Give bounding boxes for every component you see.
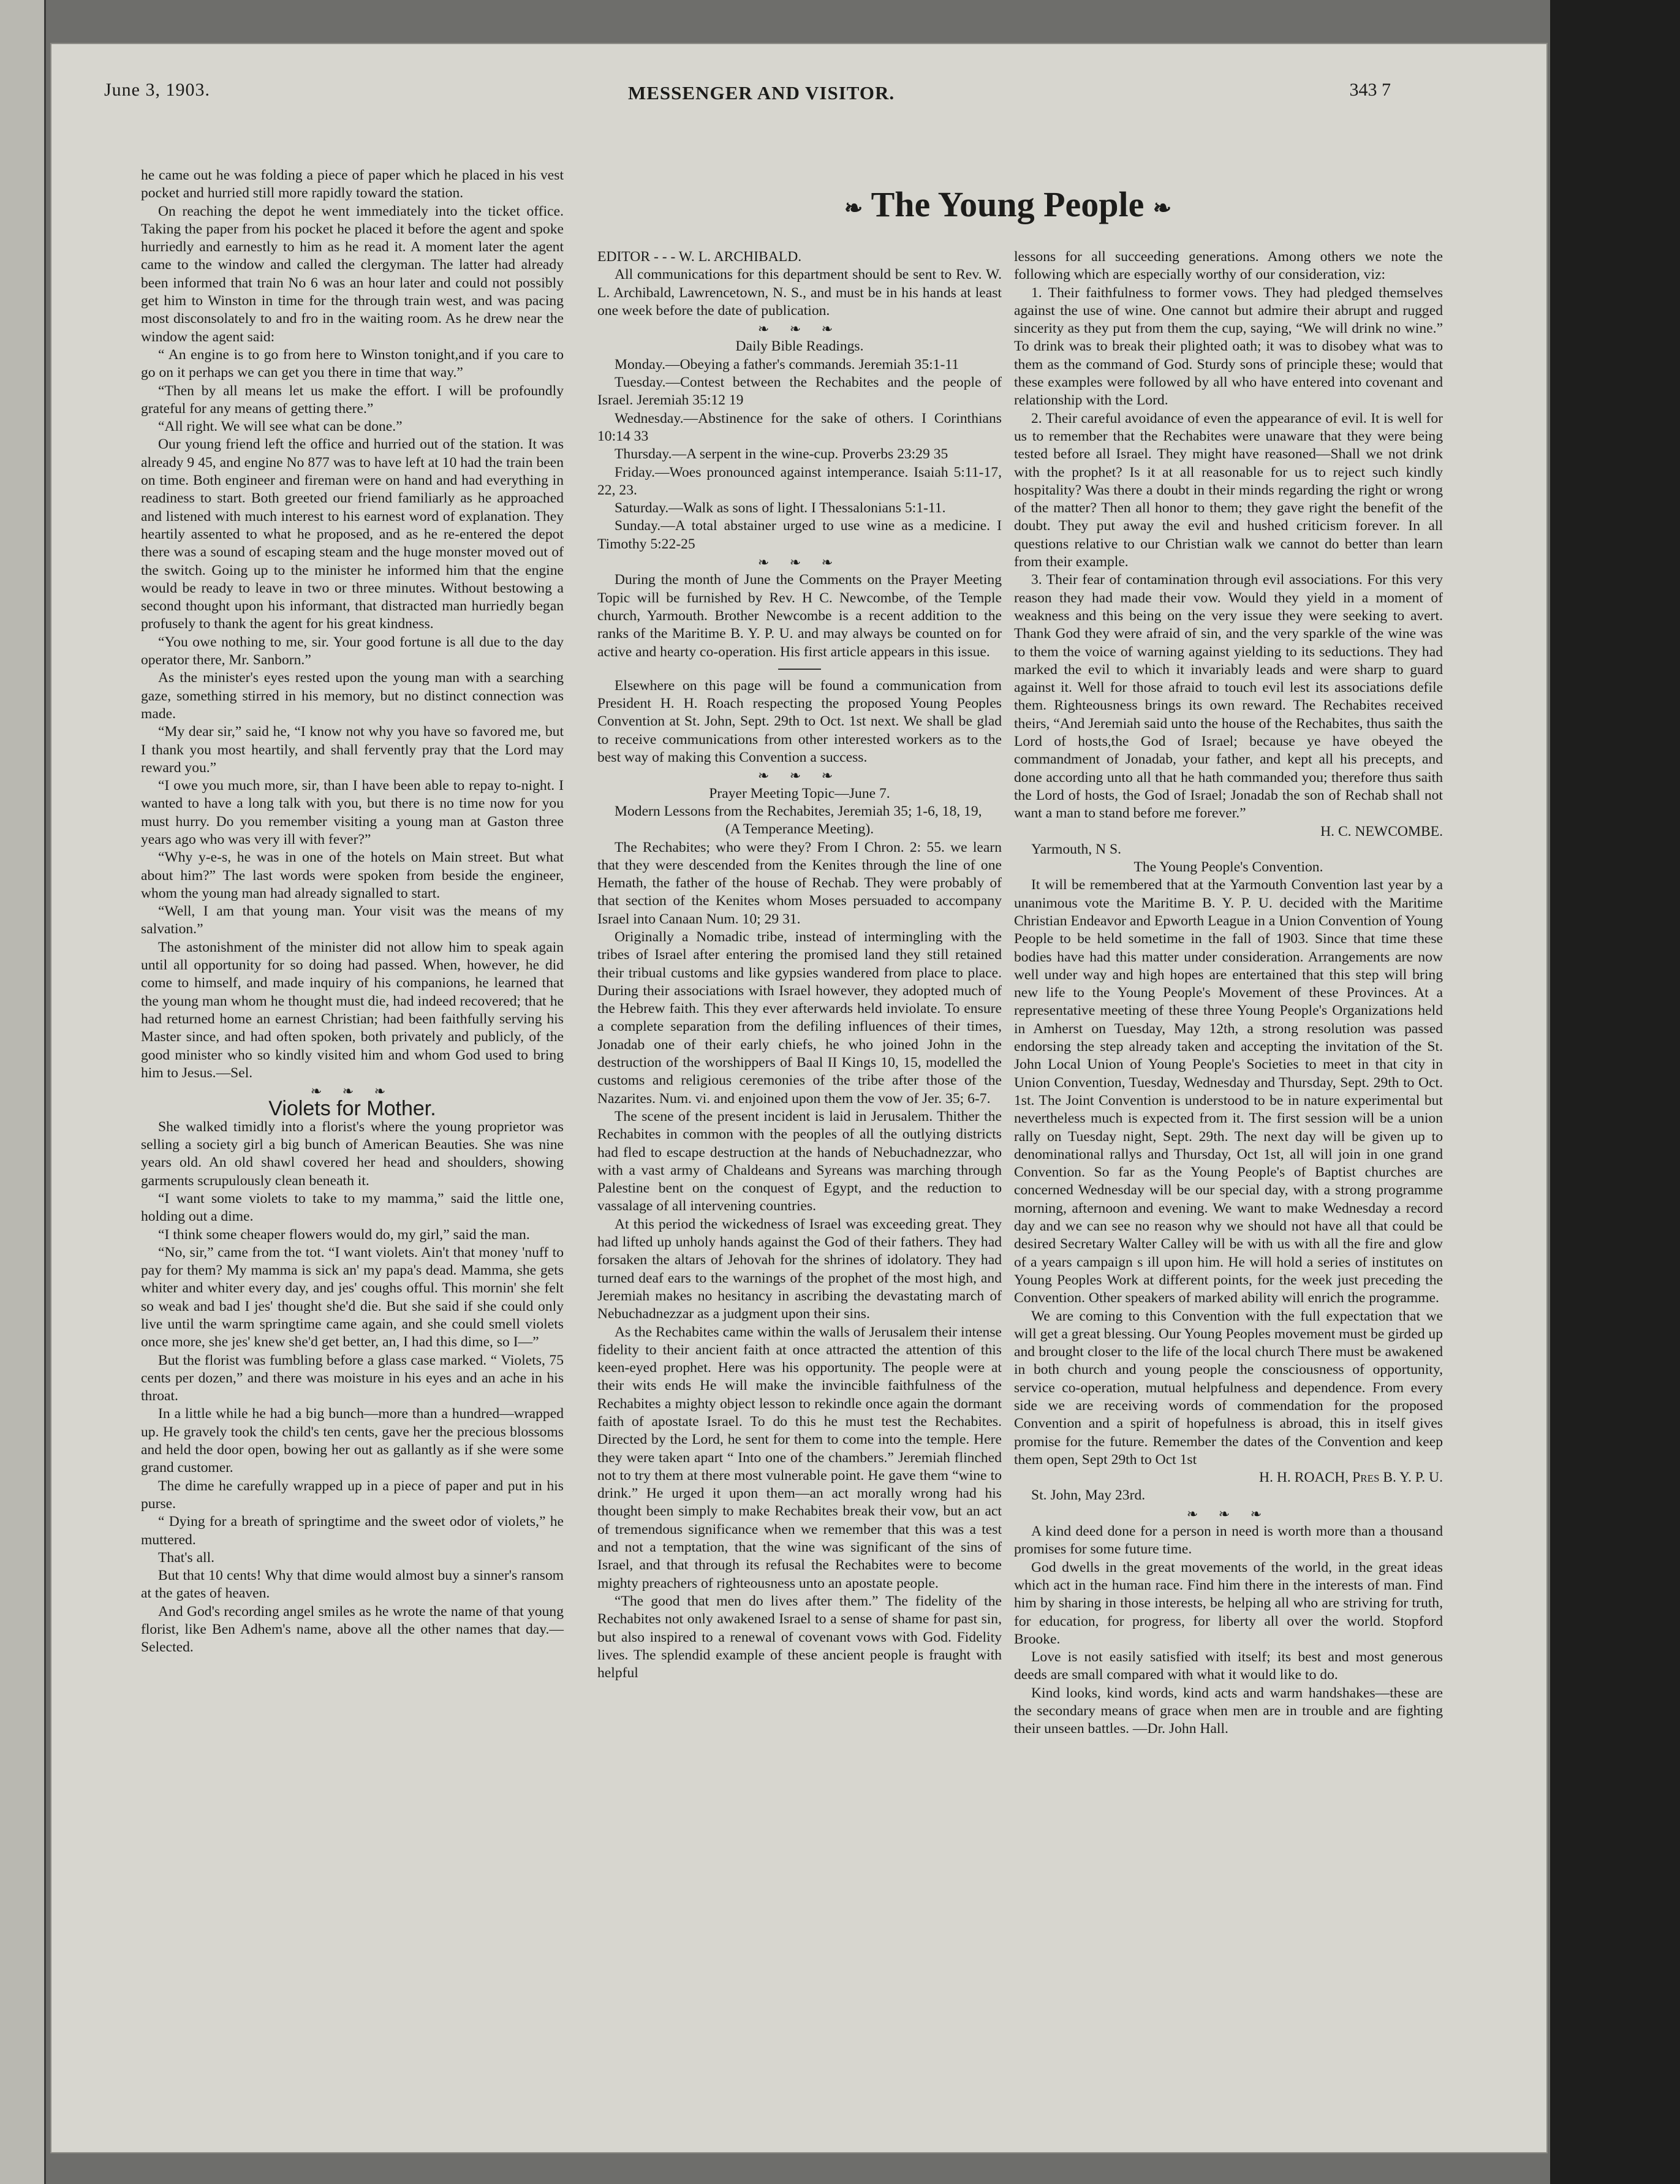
paragraph: As the minister's eyes rested upon the young man with a searching gaze, something stirred in his memory, but no distinct connection was made. [141,670,564,722]
paragraph: he came out he was folding a piece of paper which he placed in his vest pocket and hurried still more rapidly toward the station. [141,167,564,202]
header-date: June 3, 1903. [104,80,210,100]
paragraph: But that 10 cents! Why that dime would almost buy a sinner's ransom at the gates of heaven. [141,1568,564,1602]
paragraph: “The good that men do lives after them.” The fidelity of the Rechabites not only awakened Israel to a sense of shame for past sin, but also inspired to a renewal of covenant vows with God. Fidelity lives. The splendid example of these ancient people is fraught with helpful [597,1593,1002,1682]
paragraph: That's all. [158,1549,215,1566]
paragraph: 3. Their fear of contamination through evil associations. For this very reason they had made their vow. Would they yield in a moment of weakness and this being on the very issue they were seeking to avert. Thank God they were afraid of sin, and the very sparkle of the wine was to them the voice of warning against yielding to its seductions. They had marked the evil to which it invariably leads and were sharp to guard against it. Well for those afraid to touch evil lest its associations defile them. Righteousness brings its own reward. The Rechabites received theirs, “And Jeremiah said unto the house of the Rechabites, thus saith the Lord of hosts,the God of Israel; because ye have obeyed the commandment of Jonadab, your father, and kept all his precepts, and done according unto all that he hath commanded you; therefore thus saith the Lord of hosts, the God of Israel; Jonadab the son of Rechab shall not want a man to stand before me forever.” [1014,572,1443,822]
signature: H. C. NEWCOMBE. [1320,823,1443,840]
editor-line: EDITOR - - - W. L. ARCHIBALD. [597,249,802,265]
paragraph: 2. Their careful avoidance of even the appearance of evil. It is well for us to remember that the Rechabites were unaware that they were being tested before all Israel. They might have reasoned—Shall we not drink with the prophet? Is it at all reasonable for us to reject such kindly hospitality? Was there a doubt in their minds regarding the right or wrong of the matter? Then all honor to them; they gave right the benefit of the doubt. They put away the evil and hushed criticism forever. In all questions relative to our Christian walk we cannot do better than learn from their example. [1014,410,1443,571]
paragraph: Modern Lessons from the Rechabites, Jeremiah 35; 1-6, 18, 19, [615,803,982,819]
paragraph: “No, sir,” came from the tot. “I want violets. Ain't that money 'nuff to pay for them? My mamma is sick an' my papa's dead. Mamma, she gets whiter and whiter every day, and jes' coughs offul. This mornin' she felt so weak and bad I jes' thought she'd die. But she said if she could only live until the warm springtime came again, and she could smell violets once more, she jes' knew she'd get better, an, I had this dime, so I—” [141,1244,564,1351]
column-left [141,167,564,1657]
ornament-icon: ❧ [1152,195,1172,221]
paragraph: On reaching the depot he went immediately into the ticket office. Taking the paper from his pocket he placed it before the agent and spoke hurriedly and earnestly to him as he read it. A moment later the agent came to the window and called the clergyman. The latter had already been informed that train No 6 was an hour later and could not possibly get him to Winston in time for the through train west, and was pacing most disconsolately to and fro in the waiting room. As he drew near the window the agent said: [141,203,564,345]
place-line: St. John, May 23rd. [1031,1487,1146,1504]
paragraph: “I owe you much more, sir, than I have been able to repay to-night. I wanted to have a long talk with you, but there is no time now for you must hurry. Do you remember visiting a young man at Gaston three years ago who was very ill with fever?” [141,778,564,847]
reading-item: Friday.—Woes pronounced against intemperance. Isaiah 5:11-17, 22, 23. [597,464,1002,498]
paragraph: “My dear sir,” said he, “I know not why you have so favored me, but I thank you most heartily, and shall fervently pray that the Lord may reward you.” [141,724,564,776]
convention-heading: The Young People's Convention. [1133,859,1323,876]
paragraph: At this period the wickedness of Israel was exceeding great. They had lifted up unholy hands against the God of their fathers. They had forsaken the altars of Jehovah for the shrines of idolatory. They had turned deaf ears to the warnings of the prophet of the most high, and Jeremiah makes no hesitancy in ascribing the devastating march of Nebuchadnezzar as a judgment upon their sins. [597,1216,1002,1322]
ornament-divider: ❧ ❧ ❧ [1186,1506,1271,1522]
paragraph: Originally a Nomadic tribe, instead of intermingling with the tribes of Israel after entering the promised land they still retained their tribual customs and like gypsies wandered from place to place. During their associations with Israel however, they adopted much of the Hebrew faith. This they ever afterwards held inviolate. To ensure a complete separation from the defiling influences of their times, Jonadab one of their early chiefs, he who joined John in the destruction of the worshippers of Baal II Kings 10, 15, modelled the customs and religious ceremonies of the tribe after those of the Nazarites. Num. vi. and enjoined upon them the vow of Jer. 35; 6-7. [597,928,1002,1107]
paragraph: The scene of the present incident is laid in Jerusalem. Thither the Rechabites in common with the peoples of all the outlying districts had fled to escape destruction at the hands of Nebuchadnezzar, who with a vast army of Chaldeans and Syreans was marching through Palestine bent on the conquest of Egypt, and the reduction to vassalage of all intervening countries. [597,1108,1002,1215]
header-title: MESSENGER AND VISITOR. [628,82,895,104]
paragraph: The Rechabites; who were they? From I Chron. 2: 55. we learn that they were descended from the Kenites through the line of one Hemath, the father of the house of Rechab. They were probably of that section of the Kenites whom Moses persuaded to accompany Israel into Canaan Num. 10; 29 31. [597,839,1002,927]
paragraph: The dime he carefully wrapped up in a piece of paper and put in his purse. [141,1477,564,1512]
paragraph: As the Rechabites came within the walls of Jerusalem their intense fidelity to their ancient faith at once attracted the attention of this keen-eyed prophet. Here was his opportunity. The people were at their wits ends He will make the invincible faithfulness of the Rechabites a mighty object lesson to rekindle once again the dormant faith of apostate Israel. To do this he must test the Rechabites. Directed by the Lord, he sent for them to come into the temple. Here they were taken apart “ Into one of the chambers.” Jeremiah flinched not to try them at there most vulnerable point. He gave them “wine to drink.” He urged it upon them—an act morally wrong had his thought been simply to make Rechabites break their vow, but an act of tremendous significance when we remember that this was a test and not a temptation, that the wine was significant of the sins of Israel, and that through its refusal the Rechabites were to become mighty preachers of righteousness unto an apostate people. [597,1324,1002,1591]
ornament-icon: ❧ [844,195,863,221]
adjacent-page-edge [0,0,46,2184]
topic-heading: Prayer Meeting Topic—June 7. [709,785,890,802]
column-right [1014,248,1443,1738]
paragraph: “I want some violets to take to my mamma,” said the little one, holding out a dime. [141,1190,564,1225]
ornament-divider: ❧ ❧ ❧ [757,768,842,784]
paragraph: But the florist was fumbling before a glass case marked. “ Violets, 75 cents per dozen,” and there was moisture in his eyes and an ache in his throat. [141,1352,564,1405]
place-line: Yarmouth, N S. [1031,841,1122,857]
paragraph: God dwells in the great movements of the world, in the great ideas which act in the human race. Find him there in the interests of man. Find him by sharing in those interests, be helping all who are striving for truth, for education, for progress, for liberty all over the world. Stopford Brooke. [1014,1559,1443,1647]
paragraph: “You owe nothing to me, sir. Your good fortune is all due to the day operator there, Mr. Sanborn.” [141,634,564,669]
reading-item: Thursday.—A serpent in the wine-cup. Proverbs 23:29 35 [615,446,948,463]
paragraph: The astonishment of the minister did not allow him to speak again until all opportunity for so doing had passed. When, however, he did come to himself, and made inquiry of his companions, he learned that the young man whom he thought must die, had indeed recovered; that he had returned home an earnest Christian; had been faithfully serving his Master since, and had often spoken, both privately and publicly, of the good minister who so kindly visited him and whom God used to bring him to Jesus.—Sel. [141,939,564,1081]
paragraph: Kind looks, kind words, kind acts and warm handshakes—these are the secondary means of grace when men are in trouble and are fighting their unseen battles. —Dr. John Hall. [1014,1685,1443,1737]
violets-heading: Violets for Mother. [268,1097,436,1121]
paragraph: All communications for this department should be sent to Rev. W. L. Archibald, Lawrencetown, N. S., and must be in his hands at least one week before the date of publication. [597,267,1002,319]
paragraph: lessons for all succeeding generations. Among others we note the following which are especially worthy of our consideration, viz: [1014,249,1443,283]
paragraph: During the month of June the Comments on the Prayer Meeting Topic will be furnished by Rev. H C. Newcombe, of the Temple church, Yarmouth. Brother Newcombe is a recent addition to the ranks of the Maritime B. Y. P. U. and may always be counted on for active and hearty co-operation. His first article appears in this issue. [597,572,1002,660]
paragraph: “I think some cheaper flowers would do, my girl,” said the man. [158,1226,530,1243]
ornament-divider: ❧ ❧ ❧ [757,321,842,337]
reading-item: Wednesday.—Abstinence for the sake of others. I Corinthians 10:14 33 [597,410,1002,444]
young-people-heading [824,184,1192,225]
paragraph: “Why y-e-s, he was in one of the hotels on Main street. But what about him?” The last words were spoken from beside the engineer, whom the young man had already signalled to start. [141,849,564,901]
reading-item: Tuesday.—Contest between the Rechabites and the people of Israel. Jeremiah 35:12 19 [597,374,1002,409]
paragraph: She walked timidly into a florist's where the young proprietor was selling a society girl a big bunch of American Beauties. She was nine years old. An old shawl covered her head and shoulders, showing garments scrupulously clean beneath it. [141,1118,564,1189]
paragraph: Love is not easily satisfied with itself; its best and most generous deeds are small compared with what it would like to do. [1014,1649,1443,1683]
header-page-number: 343 7 [1349,80,1391,100]
short-rule [778,669,821,670]
paragraph: Elsewhere on this page will be found a communication from President H. H. Roach respecting the proposed Young Peoples Convention at St. John, Sept. 29th to Oct. 1st next. We shall be glad to receive communications from other interested workers as to the best way of making this Convention a success. [597,677,1002,766]
scan-background [1550,0,1680,2184]
ornament-divider: ❧ ❧ ❧ [310,1083,395,1099]
paragraph: “All right. We will see what can be done.” [158,419,403,435]
paragraph: A kind deed done for a person in need is worth more than a thousand promises for some future time. [1014,1523,1443,1558]
young-people-title: The Young People [871,184,1145,224]
reading-item: Sunday.—A total abstainer urged to use wine as a medicine. I Timothy 5:22-25 [597,518,1002,552]
page-header [104,80,1391,116]
paragraph: Our young friend left the office and hurried out of the station. It was already 9 45, and engine No 877 was to have left at 10 had the train been on time. Both engineer and fireman were on hand and had everything in readiness to start. Both greeted our friend familiarly as he approached and listened with much interest to his earnest word of explanation. They heartily assented to what he proposed, and as he re-entered the depot there was a sound of escaping steam and the huge monster moved out of the switch. Going up to the minister he informed him that the engine would be ready to leave in two or three minutes. Without bestowing a second thought upon his informant, that distracted man hurriedly began profusely to thank the agent for his great kindness. [141,436,564,632]
paragraph: It will be remembered that at the Yarmouth Convention last year by a unanimous vote the Maritime B. Y. P. U. decided with the Maritime Christian Endeavor and Epworth League in a Union Convention of Young People to be held sometime in the fall of 1903. Since that time these bodies have had this matter under consideration. Arrangements are now well under way and high hopes are entertained that this step will bring new life to the Young People's Movement of these Provinces. At a representative meeting of these three Young People's Organizations held in Amherst on Tuesday, May 12th, a strong resolution was passed endorsing the step already taken and accepting the invitation of the St. John Local Union of Young People's Societies to meet in that city in Union Convention, Tuesday, Wednesday and Thursday, Sept. 29th to Oct. 1st. The Joint Convention is understood to be in nature experimental but nevertheless much is expected from it. The first session will be a union rally on Tuesday night, Sept. 29th. The next day will be given up to denominational rallys and Thursday, Oct 1st, all will join in one grand Convention. So far as the Young People's of Baptist churches are concerned Wednesday will be our special day, with a strong programme morning, afternoon and evening. We want to make Wednesday a record day and we can see no reason why we should not have all that could be desired Secretary Walter Calley will be with us with all the fire and glow of a years campaign s ill upon him. He will hold a series of institutes on Young Peoples Work at different points, for the week just preceding the Convention. Other speakers of marked ability will enrich the programme. [1014,877,1443,1306]
paragraph: In a little while he had a big bunch—more than a hundred—wrapped up. He gravely took the child's ten cents, gave her the precious blossoms and held the door open, bowing her out as gallantly as if she were some grand customer. [141,1406,564,1476]
readings-heading: Daily Bible Readings. [735,338,864,355]
paragraph: We are coming to this Convention with the full expectation that we will get a great blessing. Our Young Peoples movement must be girded up and brought closer to the life of the local church There must be awakened in both church and young people the consciousness of opportunity, service co-operation, mutual helpfulness and dependence. From every side we are receiving words of commendation for the proposed Convention and a spirit of hopefulness is abroad, this in itself gives promise for the future. Remember the dates of the Convention and keep them open, Sept 29th to Oct 1st [1014,1308,1443,1468]
paragraph: 1. Their faithfulness to former vows. They had pledged themselves against the use of wine. One cannot but admire their abrupt and rugged sincerity as they put from them the cup, saying, “We will drink no wine.” To drink was to break their plighted oath; it was to disobey what was to them as the command of God. Sturdy sons of principle these; would that these examples were followed by all who have entered into covenant and relationship with the Lord. [1014,284,1443,409]
column-middle [597,248,1002,1682]
ornament-divider: ❧ ❧ ❧ [757,555,842,571]
paragraph: “ An engine is to go from here to Winston tonight,and if you care to go on it perhaps we can get you there in time that way.” [141,346,564,381]
paragraph: “Then by all means let us make the effort. I will be profoundly grateful for any means of getting there.” [141,382,564,417]
topic-subheading: (A Temperance Meeting). [725,821,874,838]
reading-item: Monday.—Obeying a father's commands. Jeremiah 35:1-11 [615,356,959,373]
paragraph: And God's recording angel smiles as he wrote the name of that young florist, like Ben Adhem's name, above all the other names that day.—Selected. [141,1603,564,1656]
signature: H. H. ROACH, Pres B. Y. P. U. [1259,1469,1443,1486]
reading-item: Saturday.—Walk as sons of light. I Thessalonians 5:1-11. [615,500,946,517]
paragraph: “Well, I am that young man. Your visit was the means of my salvation.” [141,903,564,938]
paragraph: “ Dying for a breath of springtime and the sweet odor of violets,” he muttered. [141,1514,564,1548]
